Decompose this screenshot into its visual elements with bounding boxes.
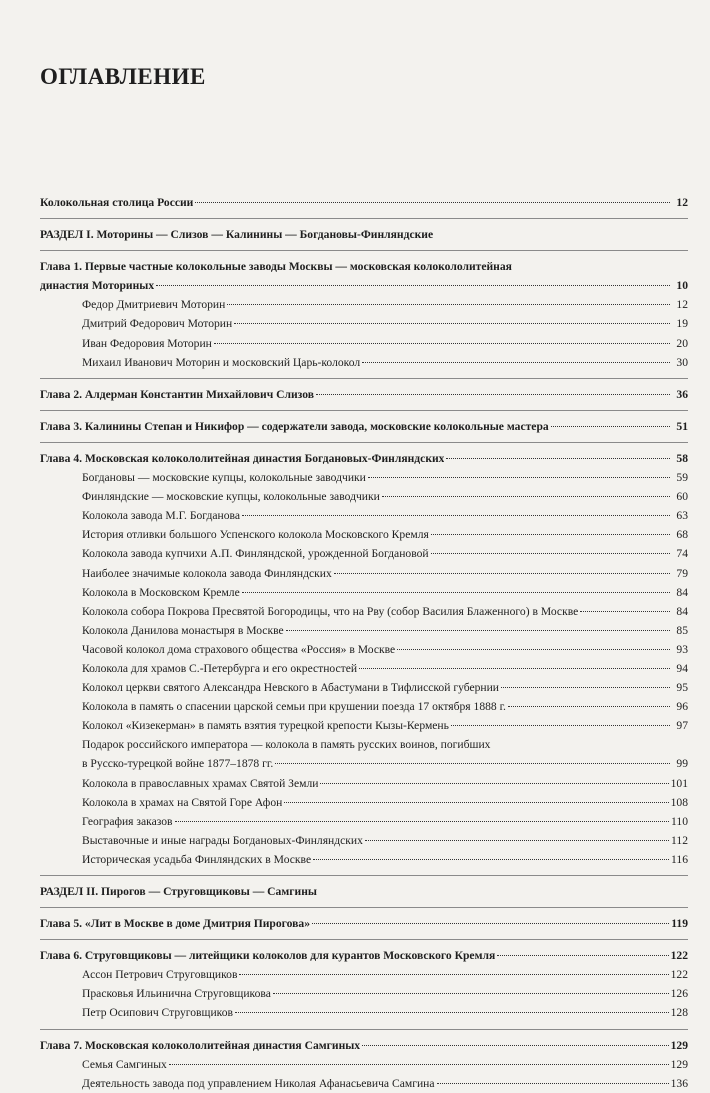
toc-page-number: 116	[671, 852, 688, 866]
toc-entry[interactable]	[40, 564, 688, 583]
dot-leader	[313, 859, 669, 860]
toc-entry-title: Часовой колокол дома страхового общества «Россия» в Москве	[82, 642, 396, 656]
toc-entry-title: Деятельность завода под управлением Николая Афанасьевича Самгина	[82, 1076, 435, 1090]
toc-entry[interactable]	[40, 774, 688, 793]
dot-leader	[362, 1045, 669, 1046]
dot-leader	[497, 955, 668, 956]
toc-entry-title: Колокола завода купчихи А.П. Финляндской, урожденной Богдановой	[82, 547, 429, 561]
toc-page-number: 129	[670, 1057, 688, 1071]
toc-page-number: 126	[670, 987, 688, 1001]
dot-leader	[214, 343, 670, 344]
toc-entry[interactable]	[40, 678, 688, 697]
toc-entry[interactable]	[40, 583, 688, 602]
dot-leader	[242, 592, 670, 593]
toc-entry-title: Колокола в память о спасении царской семьи при крушении поезда 17 октября 1888 г.	[82, 700, 506, 714]
dot-leader	[242, 515, 670, 516]
toc-page-number: 60	[676, 490, 688, 504]
toc-entry[interactable]	[40, 487, 688, 506]
dot-leader	[365, 840, 669, 841]
toc-page-number: 122	[670, 949, 688, 963]
toc-entry-title: династия Моториных	[40, 279, 155, 293]
toc-entry-title: Петр Осипович Струговщиков	[82, 1006, 233, 1020]
toc-entry-title: Колокола в Московском Кремле	[82, 585, 240, 599]
toc-page-number: 30	[676, 355, 688, 369]
toc-entry-title: Ассон Петрович Струговщиков	[82, 968, 238, 982]
toc-entry-title: Федор Дмитриевич Моторин	[82, 298, 226, 312]
toc-page-number: 129	[670, 1038, 688, 1052]
toc-entry-title: Богдановы — московские купцы, колокольные заводчики	[82, 471, 366, 485]
toc-page-number: 119	[671, 917, 688, 931]
toc-entry[interactable]	[40, 831, 688, 850]
toc-page-number: 10	[676, 279, 688, 293]
toc-page-number: 110	[671, 814, 688, 828]
toc-page-number: 108	[670, 795, 688, 809]
toc-entry[interactable]	[40, 850, 688, 869]
toc-entry[interactable]	[40, 385, 688, 404]
toc-entry[interactable]	[40, 468, 688, 487]
dot-leader	[175, 821, 670, 822]
toc-entry[interactable]	[40, 334, 688, 353]
toc-entry[interactable]	[40, 449, 688, 468]
toc-entry[interactable]	[40, 1074, 688, 1093]
toc-entry-title: Колокол «Кизекерман» в память взятия турецкой крепости Кызы-Кермень	[82, 719, 449, 733]
toc-page-number: 84	[676, 585, 688, 599]
toc-entry[interactable]	[40, 793, 688, 812]
dot-leader	[451, 725, 670, 726]
toc-entry-title: Колокола завода М.Г. Богданова	[82, 509, 240, 523]
dot-leader	[156, 285, 670, 286]
dot-leader	[312, 923, 669, 924]
toc-entry-title: Глава 4. Московская колокололитейная династия Богдановых-Финляндских	[40, 451, 445, 465]
toc-heading: РАЗДЕЛ II. Пирогов — Струговщиковы — Самгины	[40, 885, 317, 898]
toc-page-number: 112	[671, 833, 688, 847]
page-title: ОГЛАВЛЕНИЕ	[40, 64, 206, 89]
toc-entry-title: Историческая усадьба Финляндских в Москве	[82, 852, 312, 866]
dot-leader	[273, 993, 669, 994]
toc-heading: Глава 1. Первые частные колокольные заводы Москвы — московская колокололитейная	[40, 260, 512, 274]
toc-page-number: 93	[676, 642, 688, 656]
toc-entry-title: Колокольная столица России	[40, 196, 194, 209]
dot-leader	[580, 611, 670, 612]
toc-entry-title: Колокола Данилова монастыря в Москве	[82, 623, 284, 637]
toc-entry-title: Глава 7. Московская колокололитейная династия Самгиных	[40, 1038, 361, 1052]
dot-leader	[437, 1083, 669, 1084]
toc-entry-title: Иван Федоровия Моторин	[82, 336, 212, 350]
toc-entry-title: Глава 3. Калинины Степан и Никифор — содержатели завода, московские колокольные мастера	[40, 419, 549, 433]
toc-entry[interactable]	[40, 946, 688, 965]
toc-page-number: 94	[676, 661, 688, 675]
toc-entry[interactable]	[40, 640, 688, 659]
table-of-contents	[40, 193, 688, 1093]
toc-page-number: 19	[676, 317, 688, 331]
toc-page-number: 99	[676, 757, 688, 771]
toc-entry[interactable]	[40, 506, 688, 525]
dot-leader	[316, 394, 670, 395]
toc-entry-title: Колокола для храмов С.-Петербурга и его окрестностей	[82, 661, 358, 675]
toc-entry-title: Колокола собора Покрова Пресвятой Богородицы, что на Рву (собор Василия Блаженного) в Москве	[82, 604, 579, 618]
toc-entry-title: Глава 2. Алдерман Константин Михайлович Слизов	[40, 387, 315, 401]
toc-entry-title: Михаил Иванович Моторин и московский Царь-колокол	[82, 355, 361, 369]
toc-page-number: 84	[676, 604, 688, 618]
toc-entry[interactable]	[40, 697, 688, 716]
dot-leader	[239, 974, 668, 975]
toc-entry[interactable]	[40, 754, 688, 773]
dot-leader	[431, 553, 670, 554]
toc-entry-title: Семья Самгиных	[82, 1057, 167, 1071]
dot-leader	[320, 783, 668, 784]
toc-page-number: 12	[676, 298, 688, 312]
toc-page-number: 58	[676, 451, 688, 465]
toc-page-number: 51	[676, 419, 688, 433]
toc-page-number: 36	[676, 387, 688, 401]
toc-page-number: 63	[676, 509, 688, 523]
toc-entry-title: Финляндские — московские купцы, колокольные заводчики	[82, 490, 380, 504]
toc-entry[interactable]	[40, 659, 688, 678]
dot-leader	[368, 477, 670, 478]
toc-page-number: 59	[676, 471, 688, 485]
toc-entry-title: Колокол церкви святого Александра Невского в Абастумани в Тифлисской губернии	[82, 681, 500, 695]
dot-leader	[275, 763, 670, 764]
dot-leader	[235, 1012, 669, 1013]
toc-heading: Подарок российского императора — колокола в память русских воинов, погибших	[82, 738, 491, 752]
toc-entry-title: История отливки большого Успенского колокола Московского Кремля	[82, 528, 429, 542]
dot-leader	[284, 802, 668, 803]
toc-entry-title: в Русско-турецкой войне 1877–1878 гг.	[82, 757, 274, 771]
dot-leader	[551, 426, 670, 427]
dot-leader	[359, 668, 670, 669]
toc-entry[interactable]	[40, 193, 688, 212]
toc-entry-title: Глава 5. «Лит в Москве в доме Дмитрия Пирогова»	[40, 917, 311, 931]
toc-page-number: 96	[676, 700, 688, 714]
toc-page-number: 74	[676, 547, 688, 561]
dot-leader	[362, 362, 670, 363]
toc-page-number: 136	[670, 1076, 688, 1090]
toc-entry-title: Прасковья Ильинична Струговщикова	[82, 987, 271, 1001]
toc-page-number: 20	[676, 336, 688, 350]
toc-page-number: 122	[670, 968, 688, 982]
dot-leader	[382, 496, 670, 497]
toc-entry[interactable]	[40, 716, 688, 735]
toc-entry[interactable]	[40, 353, 688, 372]
toc-page-number: 128	[670, 1006, 688, 1020]
toc-entry-title: Наиболее значимые колокола завода Финляндских	[82, 566, 332, 580]
dot-leader	[169, 1064, 669, 1065]
toc-entry[interactable]	[40, 984, 688, 1003]
toc-entry[interactable]	[40, 914, 688, 933]
toc-page-number: 101	[670, 776, 688, 790]
toc-entry[interactable]	[40, 1055, 688, 1074]
toc-entry[interactable]	[40, 295, 688, 314]
toc-page-number: 12	[676, 196, 688, 209]
toc-entry-title: Выставочные и иные награды Богдановых-Финляндских	[82, 833, 363, 847]
toc-heading: РАЗДЕЛ I. Моторины — Слизов — Калинины — Богдановы-Финляндские	[40, 228, 434, 242]
toc-entry-title: Дмитрий Федорович Моторин	[82, 317, 233, 331]
toc-page-number: 97	[676, 719, 688, 733]
toc-entry-title: Колокола в храмах на Святой Горе Афон	[82, 795, 283, 809]
toc-entry-title: Глава 6. Струговщиковы — литейщики колоколов для курантов Московского Кремля	[40, 949, 496, 963]
toc-entry-title: География заказов	[82, 814, 173, 828]
toc-entry[interactable]	[40, 812, 688, 831]
dot-leader	[397, 649, 670, 650]
toc-entry[interactable]	[40, 525, 688, 544]
dot-leader	[234, 323, 670, 324]
toc-entry[interactable]	[40, 621, 688, 640]
dot-leader	[501, 687, 670, 688]
toc-entry[interactable]	[40, 276, 688, 295]
toc-entry-title: Колокола в православных храмах Святой Земли	[82, 776, 319, 790]
dot-leader	[227, 304, 670, 305]
dot-leader	[334, 573, 670, 574]
toc-page-number: 95	[676, 681, 688, 695]
dot-leader	[446, 458, 670, 459]
toc-entry[interactable]	[40, 417, 688, 436]
dot-leader	[286, 630, 670, 631]
toc-page-number: 68	[676, 528, 688, 542]
toc-entry[interactable]	[40, 544, 688, 563]
dot-leader	[195, 202, 670, 203]
toc-entry[interactable]	[40, 1003, 688, 1022]
dot-leader	[508, 706, 670, 707]
toc-entry[interactable]	[40, 965, 688, 984]
toc-entry[interactable]	[40, 602, 688, 621]
toc-page-number: 79	[676, 566, 688, 580]
toc-entry[interactable]	[40, 314, 688, 333]
toc-entry[interactable]	[40, 1036, 688, 1055]
dot-leader	[431, 534, 670, 535]
toc-page-number: 85	[676, 623, 688, 637]
